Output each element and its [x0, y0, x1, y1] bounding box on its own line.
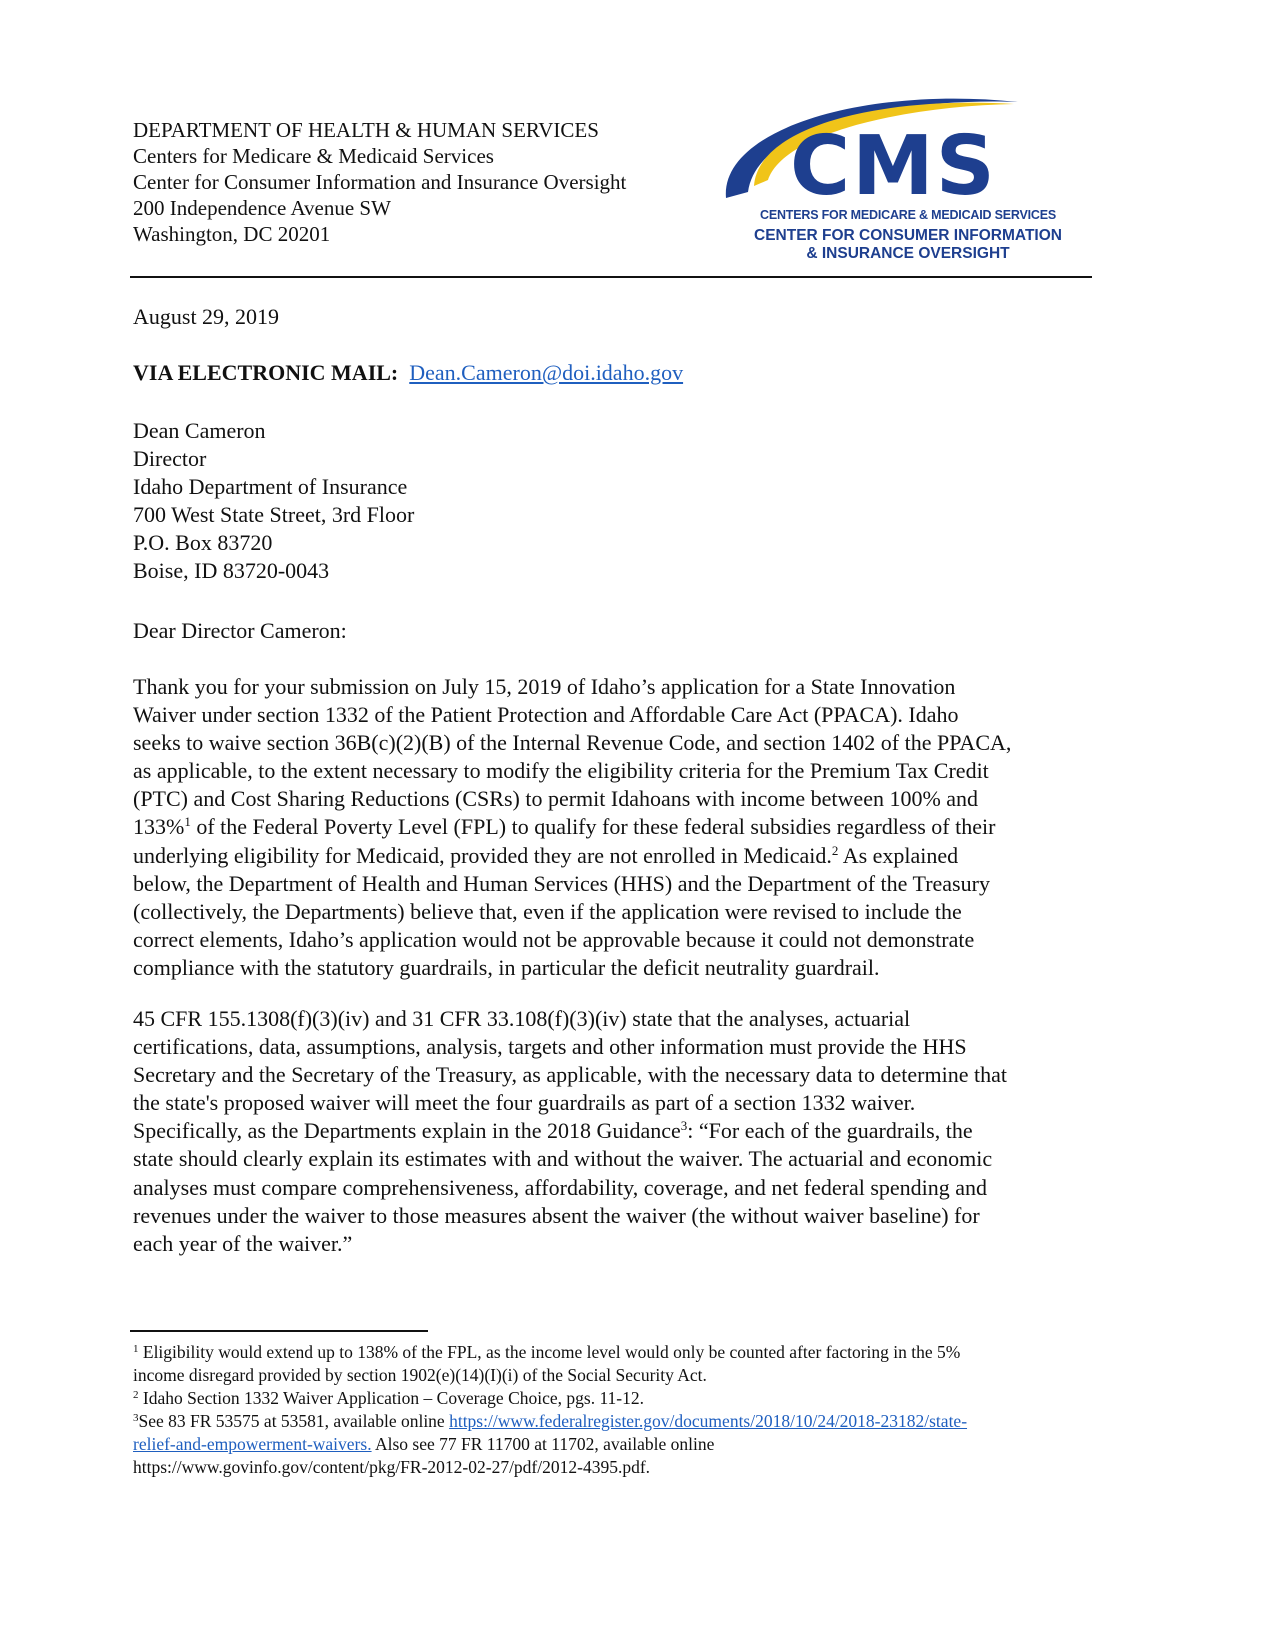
recipient-org: Idaho Department of Insurance	[133, 474, 408, 499]
recipient-email-link[interactable]: Dean.Cameron@doi.idaho.gov	[409, 360, 684, 385]
footnote-3-cont	[133, 1433, 967, 1456]
letterhead-center: Center for Consumer Information and Insurance Oversight	[133, 170, 627, 194]
letterhead-address	[133, 117, 626, 247]
cms-logo	[718, 88, 1108, 268]
paragraph-line: compliance with the statutory guardrails, in particular the deficit neutrality guardrail.	[133, 954, 880, 980]
paragraph-line: (PTC) and Cost Sharing Reductions (CSRs) to permit Idahoans with income between 100% and	[133, 786, 979, 812]
cms-wordmark: CMS	[790, 119, 997, 214]
letterhead-divider	[130, 276, 1092, 278]
footnote-1	[133, 1341, 967, 1364]
footnote-ref-2[interactable]: 2	[831, 842, 839, 858]
salutation: Dear Director Cameron:	[133, 618, 347, 643]
paragraph-line: Secretary and the Secretary of the Treasury, as applicable, with the necessary data to determine that	[133, 1062, 1007, 1088]
text-run: Also see 77 FR 11700 at 11702, available online	[371, 1434, 715, 1454]
paragraph-line	[133, 813, 1011, 841]
delivery-label: VIA ELECTRONIC MAIL:	[133, 360, 399, 385]
text-run: : “For each of the guardrails, the	[687, 1118, 973, 1144]
text-run: See 83 FR 53575 at 53581, available online	[138, 1411, 450, 1431]
paragraph-line: Thank you for your submission on July 15, 2019 of Idaho’s application for a State Innovation	[133, 674, 956, 699]
paragraph-line: certifications, data, assumptions, analysis, targets and other information must provide the HHS	[133, 1034, 967, 1060]
footnote-marker: 1	[133, 1343, 139, 1355]
logo-tagline-cms: CENTERS FOR MEDICARE & MEDICAID SERVICES	[760, 208, 1056, 222]
paragraph-line: each year of the waiver.”	[133, 1230, 353, 1256]
paragraph-line: correct elements, Idaho’s application would not be approvable because it could not demonstrate	[133, 926, 975, 952]
footnote-marker: 3	[133, 1412, 139, 1424]
logo-tagline-cciio-1: CENTER FOR CONSUMER INFORMATION	[754, 227, 1062, 244]
footnote-3	[133, 1410, 967, 1433]
letterhead-department: DEPARTMENT OF HEALTH & HUMAN SERVICES	[133, 118, 599, 142]
text-run: Idaho Section 1332 Waiver Application – Coverage Choice, pgs. 11-12.	[138, 1388, 645, 1408]
letterhead-city: Washington, DC 20201	[133, 222, 331, 246]
paragraph-line: (collectively, the Departments) believe that, even if the application were revised to include the	[133, 898, 962, 924]
paragraph-line: below, the Department of Health and Human Services (HHS) and the Department of the Treasury	[133, 870, 990, 896]
footnote-ref-1[interactable]: 1	[184, 814, 191, 830]
paragraph-line	[133, 842, 1011, 870]
letterhead-agency: Centers for Medicare & Medicaid Services	[133, 144, 494, 168]
footnote-3-url: https://www.govinfo.gov/content/pkg/FR-2012-02-27/pdf/2012-4395.pdf.	[133, 1457, 651, 1477]
text-run: underlying eligibility for Medicaid, provided they are not enrolled in Medicaid.	[133, 842, 832, 868]
footnote-2	[133, 1387, 967, 1410]
letterhead-street: 200 Independence Avenue SW	[133, 196, 391, 220]
recipient-pobox: P.O. Box 83720	[133, 530, 273, 555]
footnote-1-cont: income disregard provided by section 1902(e)(14)(I)(i) of the Social Security Act.	[133, 1365, 707, 1385]
paragraph-line: as applicable, to the extent necessary to modify the eligibility criteria for the Premium Tax Credit	[133, 758, 989, 784]
text-run: Eligibility would extend up to 138% of the FPL, as the income level would only be counted after factoring in the 5%	[138, 1342, 961, 1362]
text-run: As explained	[838, 842, 959, 868]
text-run: Specifically, as the Departments explain in the 2018 Guidance	[133, 1118, 681, 1144]
letter-date: August 29, 2019	[133, 304, 280, 329]
federal-register-link[interactable]: https://www.federalregister.gov/documents/2018/10/24/2018-23182/state-	[449, 1411, 968, 1431]
recipient-street: 700 West State Street, 3rd Floor	[133, 502, 415, 527]
recipient-city: Boise, ID 83720-0043	[133, 558, 330, 583]
body-paragraph-1	[133, 673, 1011, 982]
paragraph-line: state should clearly explain its estimates with and without the waiver. The actuarial and economic	[133, 1146, 993, 1172]
paragraph-line	[133, 1117, 1007, 1145]
footnotes	[133, 1341, 967, 1479]
federal-register-link-cont[interactable]: relief-and-empowerment-waivers.	[133, 1434, 372, 1454]
paragraph-line: revenues under the waiver to those measures absent the waiver (the without waiver baseline) for	[133, 1202, 980, 1228]
recipient-address	[133, 417, 414, 585]
footnote-divider	[130, 1330, 428, 1332]
body-paragraph-2	[133, 1005, 1007, 1258]
recipient-title: Director	[133, 446, 207, 471]
text-run: 133%	[133, 814, 185, 840]
paragraph-line: seeks to waive section 36B(c)(2)(B) of the Internal Revenue Code, and section 1402 of the PPACA,	[133, 730, 1012, 756]
footnote-marker: 2	[133, 1389, 139, 1401]
recipient-name: Dean Cameron	[133, 418, 266, 443]
delivery-method	[133, 359, 683, 387]
text-run: of the Federal Poverty Level (FPL) to qualify for these federal subsidies regardless of their	[190, 814, 996, 840]
paragraph-line: analyses must compare comprehensiveness, affordability, coverage, and net federal spending and	[133, 1174, 988, 1200]
paragraph-line: Waiver under section 1332 of the Patient Protection and Affordable Care Act (PPACA). Idaho	[133, 702, 959, 728]
paragraph-line: the state's proposed waiver will meet the four guardrails as part of a section 1332 waiver.	[133, 1090, 916, 1116]
paragraph-line: 45 CFR 155.1308(f)(3)(iv) and 31 CFR 33.108(f)(3)(iv) state that the analyses, actuarial	[133, 1006, 911, 1031]
footnote-ref-3[interactable]: 3	[680, 1118, 688, 1134]
logo-tagline-cciio-2: & INSURANCE OVERSIGHT	[806, 245, 1010, 262]
